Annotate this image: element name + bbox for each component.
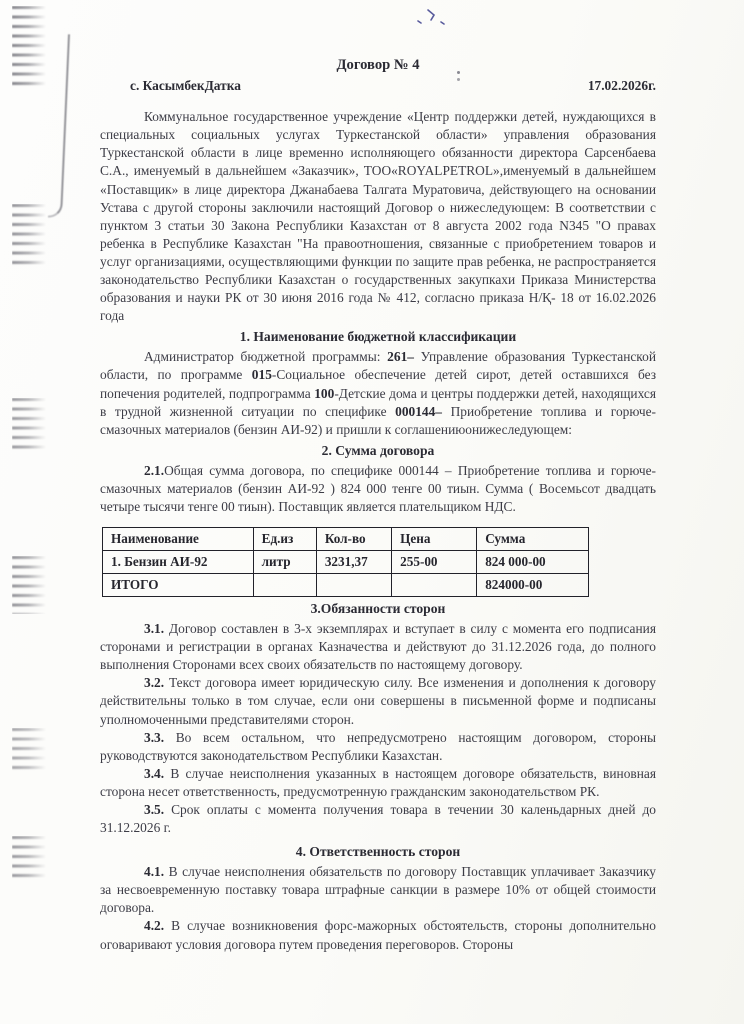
text-run: Приобретение топлива и горюче-смазочных материалов (бензин АИ-92) и пришли к соглашениюонижеследующем:	[100, 403, 656, 437]
clause-number: 4.2.	[144, 918, 165, 934]
intro-paragraph: Коммунальное государственное учреждение «Центр поддержки детей, нуждающихся в специальных социальных услугах Туркестанской области» управления образования Туркестанской области в лице временно исполняющего обязанности директора Сарсенбаева С.А., именуемый в дальнейшем «Заказчик», ТОО«ROYALPETROL»,именуемый в дальнейшем «Поставщик» в лице директора Джанабаева Талгата Муратовича, действующего на основании Устава с другой стороны заключили настоящий Договор о нижеследующем: В соответствии с пунктом 3 статьи 30 Закона Республики Казахстан от 8 августа 2002 года N345 "О правах ребенка в Республике Казахстан "На правоотношения, связанные с приобретением товаров и услуг организациями, осуществляющими функции по защите прав ребенка, не распространяется законодательство Республики Казахстан о государственных закупкахи Приказа Министерства образования и науки РК от 30 июня 2016 года № 412, согласно приказа Н/Қ- 18 от 16.02.2026 года	[100, 109, 656, 324]
blue-ink-mark-artifact	[415, 6, 447, 33]
cell-quantity: 3231,37	[316, 551, 391, 574]
cell-sum: 824 000-00	[477, 551, 589, 574]
clause-3-3	[100, 729, 656, 765]
pen-stroke-artifact	[48, 34, 70, 218]
scan-smudge-artifact	[12, 836, 48, 880]
clause-text: Текст договора имеет юридическую силу. Все изменения и дополнения к договору действительны только в том случае, если они совершены в письменной форме и подписаны уполномоченными представителями сторон.	[100, 675, 656, 727]
scan-smudge-artifact	[12, 556, 48, 614]
contract-sum-paragraph	[100, 462, 656, 516]
clause-text: Общая сумма договора, по специфике 000144 – Приобретение топлива и горюче-смазочных материалов (бензин АИ-92 ) 824 000 тенге 00 тиын. Сумма ( Восемьсот двадцать четыре тысячи тенге 00 тиын). Поставщик является плательщиком НДС.	[100, 462, 656, 514]
goods-table	[102, 527, 589, 597]
clause-text: В случае неисполнения обязательств по договору Поставщик уплачивает Заказчику за несвоевременную поставку товара штрафные санкции в размере 10% от общей стоимости договора.	[100, 864, 656, 916]
scan-smudge-artifact	[12, 398, 48, 452]
clause-number: 3.1.	[144, 621, 165, 637]
column-header-unit: Ед.из	[253, 528, 316, 551]
cell-total-label: ИТОГО	[103, 574, 254, 597]
text-run-bold: 015	[251, 367, 272, 383]
clause-text: Договор составлен в 3-х экземплярах и вступает в силу с момента его подписания сторонами и регистрации в органах Казначества и действуют до 31.12.2026 года, до полного выполнения Сторонами всех своих обязательств по настоящему договору.	[100, 621, 656, 673]
text-run: -Социальное обеспечение детей сирот, детей оставшихся без попечения родителей, подпрограмма	[100, 367, 657, 401]
cell-unit: литр	[253, 551, 316, 574]
clause-text: В случае неисполнения указанных в настоящем договоре обязательств, виновная сторона несет ответственность, предусмотренную гражданским законодательством РК.	[100, 765, 656, 799]
table-total-row	[103, 574, 589, 597]
clause-3-2	[100, 674, 656, 728]
contract-place: с. КасымбекДатка	[130, 78, 241, 94]
column-header-name: Наименование	[103, 528, 254, 551]
cell-price: 255-00	[392, 551, 477, 574]
text-run-bold: 261–	[387, 349, 414, 365]
clause-4-1	[100, 863, 656, 917]
empty-cell	[253, 574, 316, 597]
scan-smudge-artifact	[12, 728, 48, 772]
scan-smudge-artifact	[12, 204, 48, 266]
column-header-price: Цена	[392, 528, 477, 551]
section4-heading: 4. Ответственность сторон	[295, 844, 461, 860]
clause-3-5	[100, 801, 656, 837]
clause-text: В случае возникновения форс-мажорных обстоятельств, стороны дополнительно оговаривают условия договора путем проведения переговоров. Стороны	[100, 918, 656, 952]
clause-text: Срок оплаты с момента получения товара в течении 30 каленьдарных дней до 31.12.2026 г.	[100, 802, 656, 836]
column-header-sum: Сумма	[477, 528, 589, 551]
clause-text: Во всем остальном, что непредусмотрено настоящим договором, стороны руководствуются законодательством Республики Казахстан.	[100, 729, 656, 763]
clause-number: 3.3.	[144, 729, 165, 745]
cell-total-value: 824000-00	[477, 574, 589, 597]
ink-scribble-icon	[415, 6, 447, 28]
clause-number: 3.5.	[144, 802, 165, 817]
text-run-bold: 000144–	[395, 403, 442, 419]
clause-number: 3.4.	[144, 765, 165, 781]
text-run: -Детские дома и центры поддержки детей, находящихся в трудной жизненной ситуации по специфике	[100, 385, 656, 419]
text-run: Управление образования Туркестанской области, по программе	[100, 349, 656, 383]
empty-cell	[392, 574, 477, 597]
table-row	[103, 551, 589, 574]
clause-3-1	[100, 620, 656, 674]
clause-number: 2.1.	[144, 462, 165, 478]
clause-4-2	[100, 917, 656, 953]
clause-3-4	[100, 765, 656, 801]
text-run: Администратор бюджетной программы:	[144, 349, 388, 365]
scan-smudge-artifact	[12, 6, 48, 88]
contract-title: Договор № 4	[336, 57, 420, 73]
text-run-bold: 100	[314, 385, 335, 401]
section3-heading: 3.Обязанности сторон	[310, 601, 446, 617]
clause-number: 4.1.	[144, 864, 165, 880]
section1-heading: 1. Наименование бюджетной классификации	[239, 329, 517, 345]
budget-classification-paragraph	[100, 348, 656, 438]
clause-number: 3.2.	[144, 675, 165, 691]
section2-heading: 2. Сумма договора	[321, 442, 435, 458]
contract-body	[100, 56, 656, 954]
table-header-row	[103, 528, 589, 551]
cell-item-name: 1. Бензин АИ-92	[103, 551, 254, 574]
contract-date: 17.02.2026г.	[587, 78, 656, 94]
column-header-quantity: Кол-во	[316, 528, 391, 551]
place-date-row	[100, 77, 656, 95]
empty-cell	[316, 574, 391, 597]
